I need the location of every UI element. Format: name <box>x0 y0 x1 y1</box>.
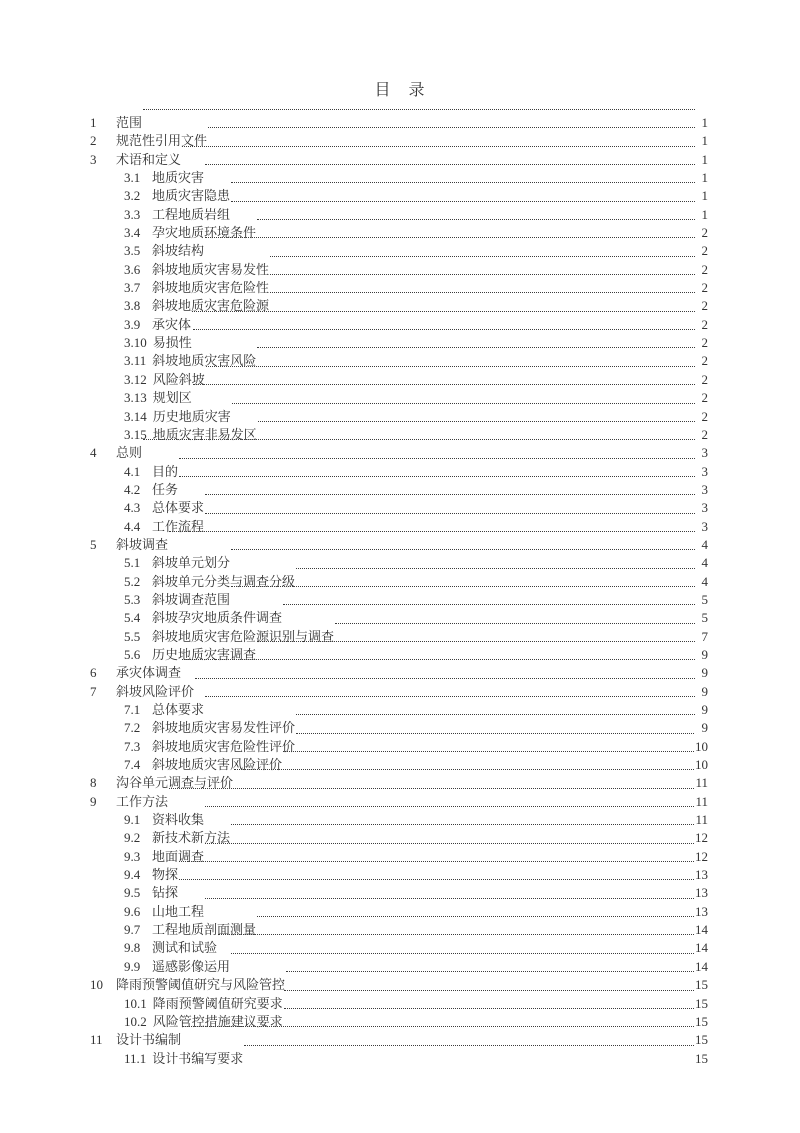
toc-entry-page: 14 <box>695 922 708 938</box>
toc-entry <box>90 297 708 315</box>
toc-entry-number: 11.1 <box>124 1050 147 1066</box>
table-of-contents <box>90 114 708 1068</box>
toc-entry <box>90 628 708 646</box>
toc-entry <box>90 224 708 242</box>
toc-entry-page: 4 <box>701 555 708 571</box>
toc-entry-label: 斜坡地质灾害危险性 <box>152 280 270 296</box>
toc-entry-number: 4 <box>90 445 97 461</box>
toc-entry <box>90 573 708 591</box>
toc-entry-page: 3 <box>701 500 708 516</box>
toc-entry-number: 5 <box>90 536 97 552</box>
toc-entry <box>90 774 708 792</box>
toc-entry <box>90 995 708 1013</box>
toc-entry-page: 3 <box>701 445 708 461</box>
toc-entry-label: 沟谷单元调查与评价 <box>116 775 234 791</box>
toc-entry <box>90 719 708 737</box>
toc-entry-number: 3.14 <box>124 408 147 424</box>
toc-entry-page: 4 <box>701 573 708 589</box>
toc-entry <box>90 921 708 939</box>
toc-entry-number: 3.11 <box>124 353 147 369</box>
toc-entry-number: 4.4 <box>124 518 141 534</box>
toc-entry-page: 12 <box>695 848 708 864</box>
toc-entry-page: 9 <box>701 665 708 681</box>
toc-entry <box>90 903 708 921</box>
toc-entry-page: 2 <box>701 225 708 241</box>
toc-entry-number: 10.2 <box>124 1013 147 1029</box>
toc-entry-page: 15 <box>695 995 708 1011</box>
toc-entry-label: 斜坡孕灾地质条件调查 <box>152 610 283 626</box>
toc-entry-page: 11 <box>695 812 708 828</box>
toc-entry-label: 遥感影像运用 <box>152 958 231 974</box>
toc-entry <box>90 408 708 426</box>
toc-entry-label: 历史地质灾害 <box>152 408 231 424</box>
toc-entry-label: 斜坡结构 <box>152 243 205 259</box>
toc-entry-number: 9.9 <box>124 958 141 974</box>
toc-entry <box>90 756 708 774</box>
toc-entry <box>90 609 708 627</box>
toc-entry-number: 3.15 <box>124 426 147 442</box>
toc-entry-number: 3.6 <box>124 261 141 277</box>
toc-entry-page: 3 <box>701 481 708 497</box>
toc-entry-label: 目的 <box>152 463 179 479</box>
toc-entry <box>90 206 708 224</box>
toc-entry-number: 3 <box>90 151 97 167</box>
toc-entry-page: 1 <box>701 206 708 222</box>
toc-entry <box>90 334 708 352</box>
toc-entry-label: 范围 <box>116 115 143 130</box>
toc-entry-number: 3.3 <box>124 206 141 222</box>
toc-entry-label: 资料收集 <box>152 812 205 828</box>
toc-entry-label: 工作方法 <box>116 793 169 809</box>
toc-entry-label: 总体要求 <box>152 500 205 516</box>
toc-entry-page: 9 <box>701 683 708 699</box>
toc-entry-number: 3.10 <box>124 335 147 351</box>
toc-entry-number: 9.1 <box>124 812 141 828</box>
toc-entry-number: 5.3 <box>124 591 141 607</box>
toc-entry-page: 2 <box>701 280 708 296</box>
toc-entry-label: 规划区 <box>152 390 192 406</box>
toc-entry-number: 3.12 <box>124 371 147 387</box>
toc-entry-label: 斜坡调查范围 <box>152 591 231 607</box>
toc-entry-number: 9.6 <box>124 903 141 919</box>
toc-entry <box>90 481 708 499</box>
toc-entry-number: 2 <box>90 133 97 149</box>
toc-entry-number: 7.2 <box>124 720 141 736</box>
toc-entry-page: 13 <box>695 903 708 919</box>
toc-entry-page: 1 <box>701 188 708 204</box>
toc-entry-page: 13 <box>695 885 708 901</box>
toc-entry-number: 3.8 <box>124 298 141 314</box>
toc-entry-page: 15 <box>695 1032 708 1048</box>
toc-entry-page: 2 <box>701 261 708 277</box>
toc-entry <box>90 242 708 260</box>
toc-entry <box>90 316 708 334</box>
toc-entry-label: 承灾体 <box>152 316 192 332</box>
toc-entry <box>90 132 708 150</box>
toc-entry <box>90 646 708 664</box>
toc-entry-label: 工程地质岩组 <box>152 206 231 222</box>
toc-entry-number: 7.3 <box>124 738 141 754</box>
toc-entry-label: 斜坡风险评价 <box>116 683 195 699</box>
toc-entry-number: 9.4 <box>124 867 141 883</box>
toc-entry <box>90 352 708 370</box>
toc-entry-number: 3.2 <box>124 188 141 204</box>
toc-entry-page: 2 <box>701 316 708 332</box>
toc-entry-page: 14 <box>695 940 708 956</box>
toc-entry-label: 测试和试验 <box>152 940 218 956</box>
toc-entry-label: 地面调查 <box>152 848 205 864</box>
toc-entry <box>90 554 708 572</box>
toc-entry <box>90 701 708 719</box>
toc-entry <box>90 829 708 847</box>
toc-entry-label: 风险斜坡 <box>152 371 205 387</box>
toc-entry-number: 9.8 <box>124 940 141 956</box>
toc-entry-number: 3.7 <box>124 280 141 296</box>
toc-entry-label: 降雨预警阈值研究要求 <box>152 995 283 1011</box>
toc-entry-number: 4.2 <box>124 481 141 497</box>
toc-entry-label: 斜坡地质灾害危险源 <box>152 298 270 314</box>
toc-entry-label: 历史地质灾害调查 <box>152 646 257 662</box>
toc-entry <box>90 261 708 279</box>
toc-entry-number: 3.4 <box>124 225 141 241</box>
toc-entry <box>90 664 708 682</box>
toc-entry-page: 11 <box>695 793 708 809</box>
toc-entry-label: 斜坡地质灾害危险源识别与调查 <box>152 628 335 644</box>
toc-entry-page: 12 <box>695 830 708 846</box>
toc-entry-page: 10 <box>695 738 708 754</box>
toc-entry-number: 10 <box>90 977 103 993</box>
toc-entry-number: 3.5 <box>124 243 141 259</box>
toc-entry-number: 5.2 <box>124 573 141 589</box>
toc-entry-label: 总体要求 <box>152 702 205 717</box>
toc-entry-label: 孕灾地质环境条件 <box>152 225 257 241</box>
toc-entry-page: 15 <box>695 977 708 993</box>
toc-entry <box>90 279 708 297</box>
toc-entry-page: 15 <box>695 1050 708 1066</box>
toc-entry-page: 2 <box>701 390 708 406</box>
toc-entry-number: 5.4 <box>124 610 141 626</box>
toc-entry <box>90 389 708 407</box>
toc-entry-page: 3 <box>701 518 708 534</box>
toc-entry <box>90 187 708 205</box>
toc-entry-label: 工作流程 <box>152 518 205 534</box>
toc-entry <box>90 151 708 169</box>
toc-entry-label: 规范性引用文件 <box>116 133 208 149</box>
toc-entry <box>90 866 708 884</box>
toc-entry-page: 9 <box>701 720 708 736</box>
toc-entry-page: 3 <box>701 463 708 479</box>
toc-entry-number: 10.1 <box>124 995 147 1011</box>
toc-entry-page: 1 <box>701 133 708 149</box>
toc-entry-label: 地质灾害 <box>152 170 205 186</box>
toc-entry <box>90 811 708 829</box>
toc-entry-page: 10 <box>695 757 708 773</box>
toc-entry-number: 9.3 <box>124 848 141 864</box>
toc-entry-label: 斜坡地质灾害危险性评价 <box>152 738 296 754</box>
toc-entry-page: 2 <box>701 371 708 387</box>
toc-entry-label: 风险管控措施建议要求 <box>152 1013 283 1029</box>
toc-entry-label: 斜坡地质灾害风险评价 <box>152 757 283 773</box>
toc-entry-page: 11 <box>695 775 708 791</box>
toc-entry-label: 斜坡单元分类与调查分级 <box>152 573 296 589</box>
toc-entry <box>90 884 708 902</box>
toc-entry-label: 承灾体调查 <box>116 665 182 681</box>
toc-entry-number: 4.3 <box>124 500 141 516</box>
toc-entry-page: 1 <box>701 115 708 130</box>
toc-entry-label: 术语和定义 <box>116 151 182 167</box>
toc-entry <box>90 1013 708 1031</box>
toc-entry-label: 工程地质剖面测量 <box>152 922 257 938</box>
toc-entry <box>90 536 708 554</box>
toc-entry <box>90 518 708 536</box>
toc-entry-label: 斜坡地质灾害风险 <box>152 353 257 369</box>
toc-entry-number: 4.1 <box>124 463 141 479</box>
toc-entry <box>90 793 708 811</box>
toc-entry <box>90 958 708 976</box>
toc-entry-number: 5.5 <box>124 628 141 644</box>
toc-entry-page: 9 <box>701 702 708 717</box>
toc-entry-label: 设计书编制 <box>116 1032 182 1048</box>
toc-entry-label: 易损性 <box>152 335 192 351</box>
toc-entry-page: 1 <box>701 170 708 186</box>
toc-entry-label: 斜坡单元划分 <box>152 555 231 571</box>
toc-entry-label: 山地工程 <box>152 903 205 919</box>
toc-entry-page: 1 <box>701 151 708 167</box>
page-title: 目 录 <box>374 82 426 99</box>
toc-entry <box>90 463 708 481</box>
toc-entry-label: 降雨预警阈值研究与风险管控 <box>116 977 286 993</box>
toc-entry-page: 9 <box>701 646 708 662</box>
toc-entry-page: 5 <box>701 610 708 626</box>
toc-entry <box>90 976 708 994</box>
toc-entry-number: 9.2 <box>124 830 141 846</box>
toc-entry <box>90 1031 708 1049</box>
toc-entry-page: 14 <box>695 958 708 974</box>
toc-entry-number: 11 <box>90 1032 103 1048</box>
toc-entry <box>90 848 708 866</box>
toc-entry <box>90 169 708 187</box>
toc-entry-number: 7.4 <box>124 757 141 773</box>
toc-entry-number: 1 <box>90 115 97 130</box>
toc-entry-page: 15 <box>695 1013 708 1029</box>
toc-entry-page: 4 <box>701 536 708 552</box>
toc-entry-number: 3.13 <box>124 390 147 406</box>
toc-entry-label: 斜坡地质灾害易发性 <box>152 261 270 277</box>
toc-entry-label: 地质灾害非易发区 <box>152 426 257 442</box>
toc-entry-label: 任务 <box>152 481 179 497</box>
toc-entry-page: 2 <box>701 426 708 442</box>
toc-entry-number: 3.1 <box>124 170 141 186</box>
toc-entry-page: 2 <box>701 408 708 424</box>
toc-entry-number: 9.7 <box>124 922 141 938</box>
toc-entry-label: 钻探 <box>152 885 179 901</box>
toc-entry-label: 地质灾害隐患 <box>152 188 231 204</box>
toc-entry-page: 2 <box>701 298 708 314</box>
toc-entry <box>90 591 708 609</box>
toc-entry-label: 斜坡地质灾害易发性评价 <box>152 720 296 736</box>
toc-entry <box>90 683 708 701</box>
toc-entry-page: 5 <box>701 591 708 607</box>
toc-entry-label: 物探 <box>152 867 179 883</box>
toc-entry-page: 2 <box>701 243 708 259</box>
toc-entry-page: 7 <box>701 628 708 644</box>
toc-entry-number: 9.5 <box>124 885 141 901</box>
toc-entry-number: 5.1 <box>124 555 141 571</box>
toc-entry-number: 3.9 <box>124 316 141 332</box>
toc-entry <box>90 499 708 517</box>
toc-entry-label: 新技术新方法 <box>152 830 231 846</box>
toc-entry-number: 8 <box>90 775 97 791</box>
toc-entry-label: 总则 <box>116 445 143 461</box>
toc-entry <box>90 371 708 389</box>
toc-entry-number: 7 <box>90 683 97 699</box>
toc-entry-number: 5.6 <box>124 646 141 662</box>
toc-entry <box>90 114 708 132</box>
toc-entry <box>90 444 708 462</box>
toc-entry-page: 13 <box>695 867 708 883</box>
toc-entry-number: 9 <box>90 793 97 809</box>
toc-entry-number: 7.1 <box>124 702 141 717</box>
toc-entry <box>90 1050 708 1068</box>
toc-entry-label: 设计书编写要求 <box>152 1050 244 1066</box>
toc-entry-page: 2 <box>701 335 708 351</box>
toc-entry-page: 2 <box>701 353 708 369</box>
toc-entry <box>90 939 708 957</box>
toc-entry-number: 6 <box>90 665 97 681</box>
toc-entry <box>90 426 708 444</box>
toc-entry-label: 斜坡调查 <box>116 536 169 552</box>
toc-entry <box>90 738 708 756</box>
